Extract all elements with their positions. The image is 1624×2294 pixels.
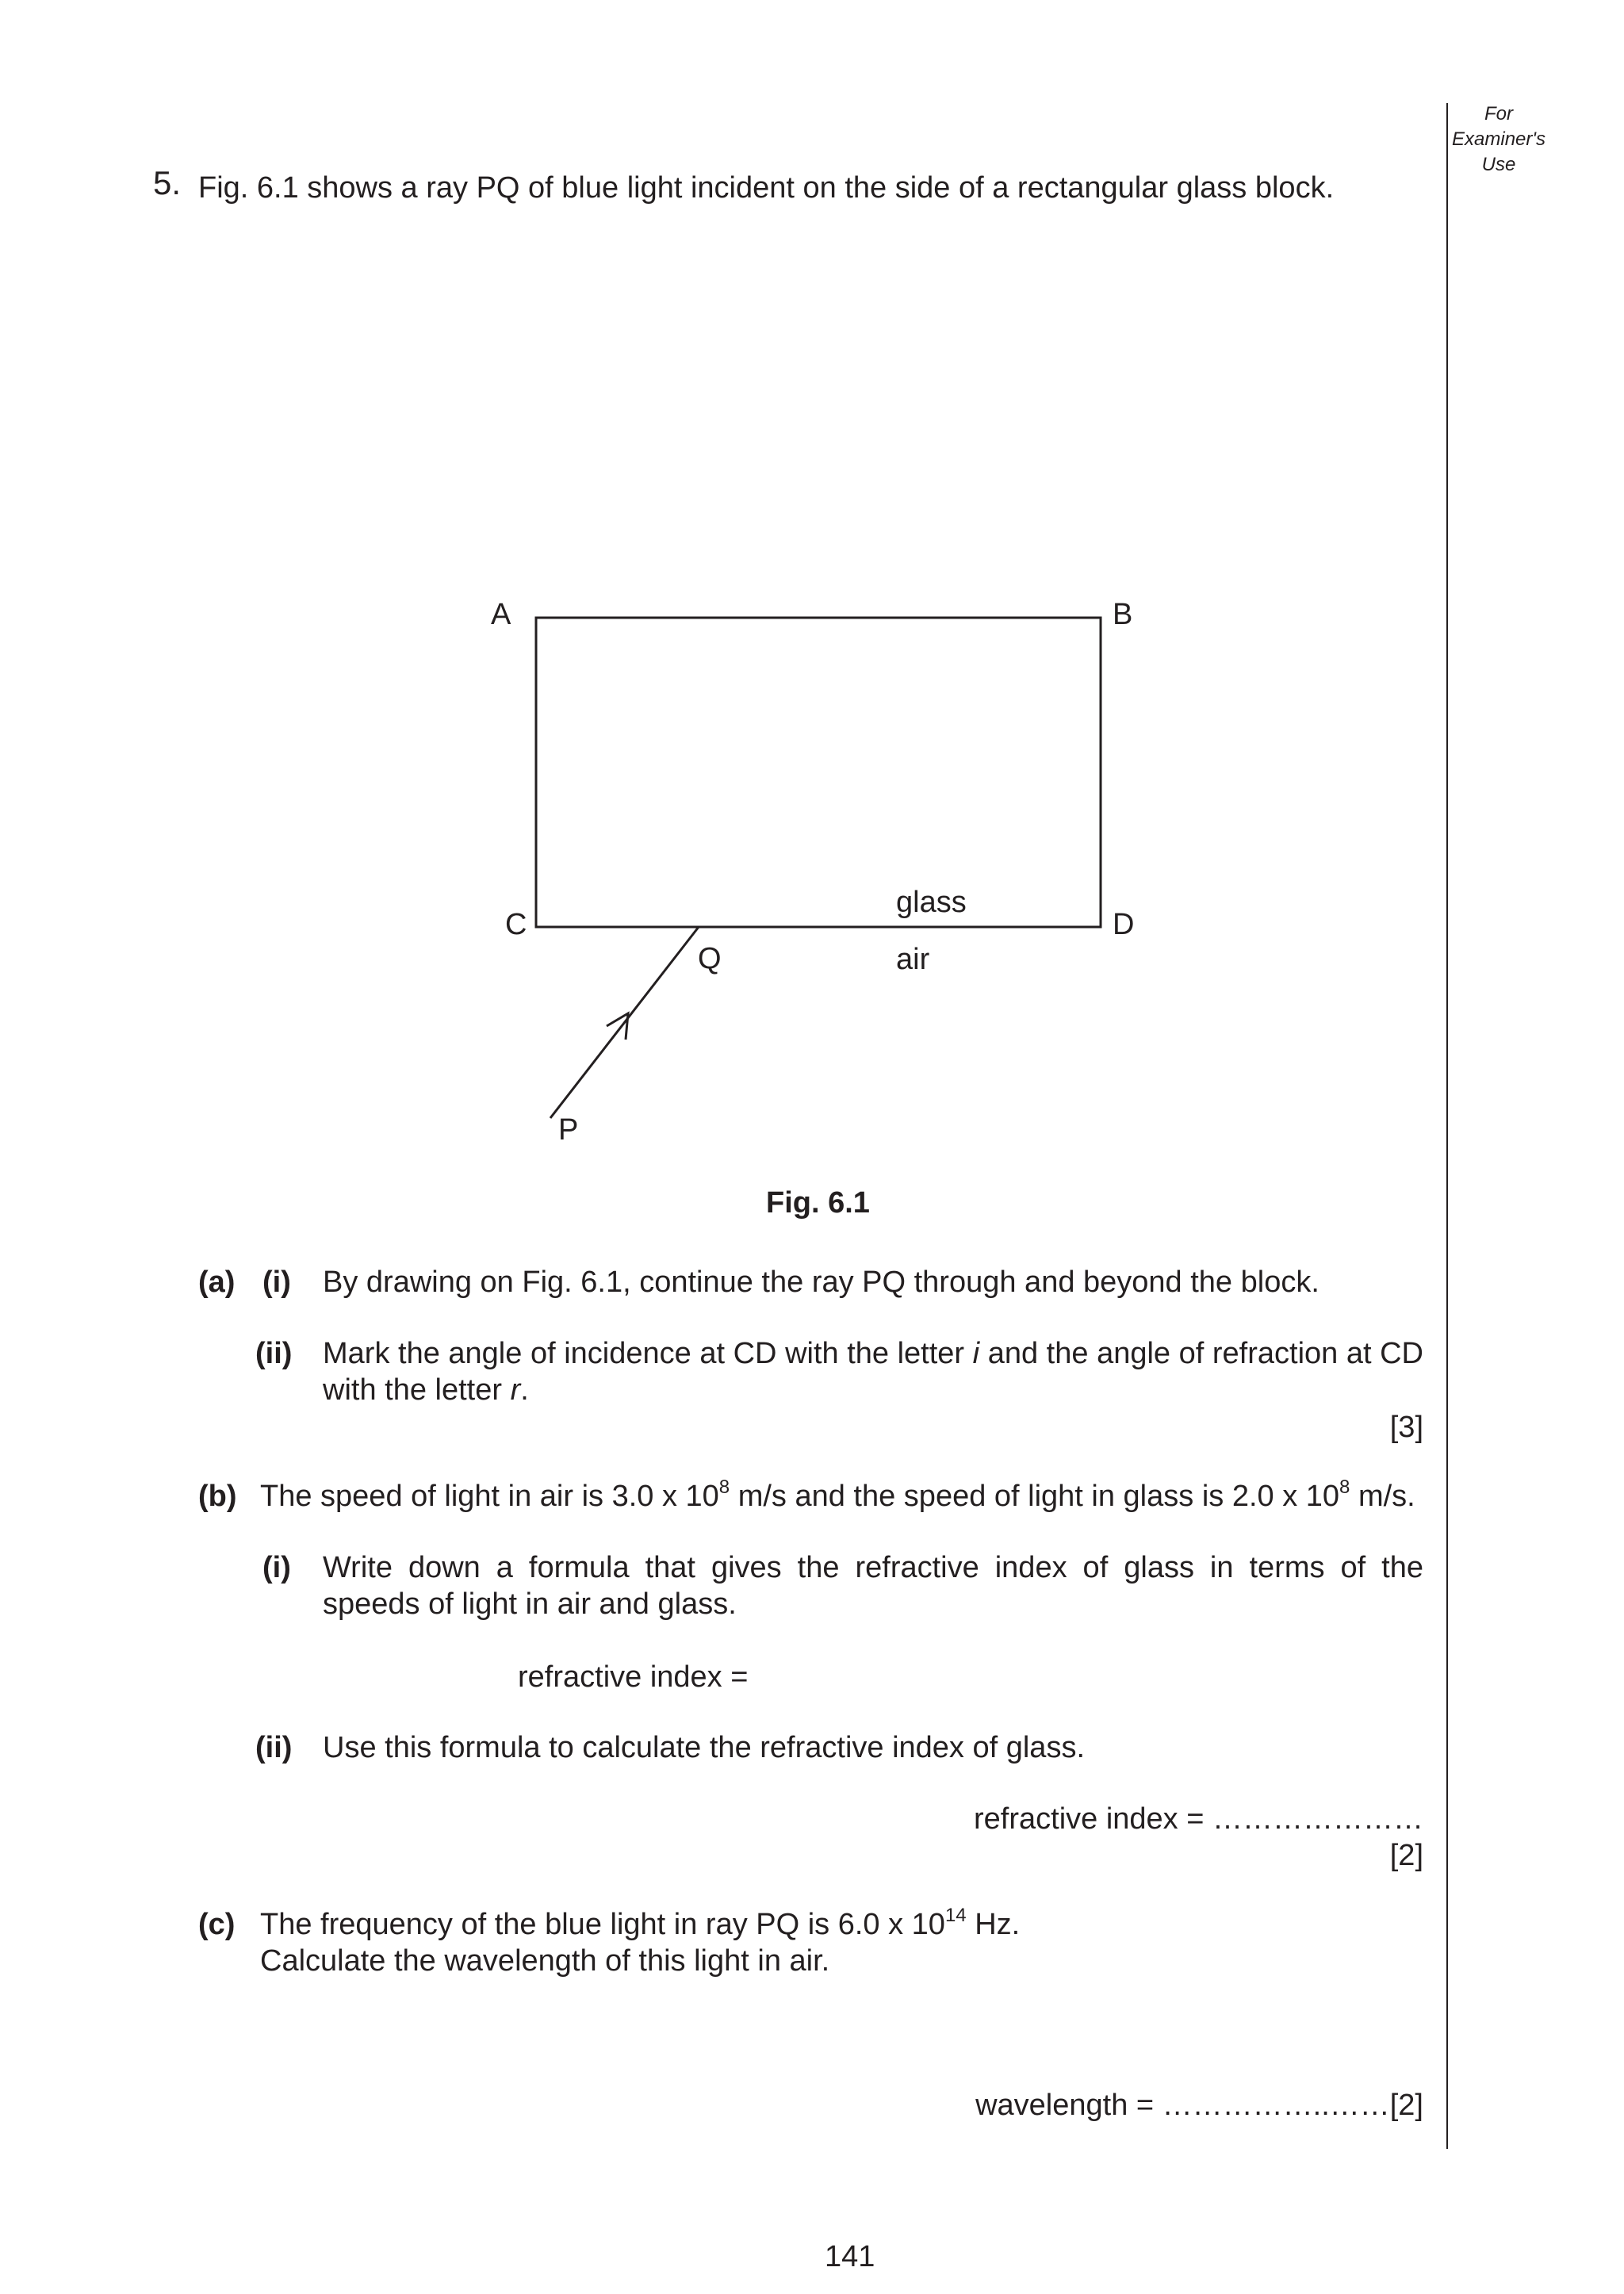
- ray-arrowhead: [607, 1013, 628, 1040]
- ray-pq: [550, 927, 699, 1118]
- examiner-use-box: For Examiner's Use: [1452, 103, 1545, 175]
- question-number: 5.: [153, 164, 182, 201]
- label-glass: glass: [896, 886, 967, 919]
- label-b: B: [1113, 598, 1133, 631]
- part-b-ii-label: (ii): [255, 1731, 293, 1764]
- part-a-i-label: (i): [262, 1266, 291, 1299]
- figure-caption: Fig. 6.1: [766, 1186, 870, 1220]
- part-b-i-line2: speeds of light in air and glass.: [323, 1587, 737, 1621]
- part-a-ii-line2: with the letter r.: [323, 1373, 529, 1407]
- part-b-ii-text: Use this formula to calculate the refractive index of glass.: [323, 1731, 1086, 1764]
- part-b-stem: The speed of light in air is 3.0 x $10^8$ m/s and the speed of light in glass is 2.0 x $10^8$ m/s.: [260, 1476, 1415, 1513]
- label-p: P: [558, 1113, 579, 1147]
- part-a-i-text: By drawing on Fig. 6.1, continue the ray PQ through and beyond the block.: [323, 1266, 1320, 1299]
- part-b-i-label: (i): [262, 1551, 291, 1584]
- label-d: D: [1113, 908, 1135, 941]
- label-c: C: [505, 908, 527, 941]
- part-a-ii-label: (ii): [255, 1337, 293, 1370]
- label-a: A: [491, 598, 511, 631]
- part-c-line1: The frequency of the blue light in ray PQ is 6.0 x $10^{14}$ Hz.: [260, 1905, 1021, 1941]
- question-intro: Fig. 6.1 shows a ray PQ of blue light incident on the side of a rectangular glass block.: [198, 171, 1335, 205]
- part-b-marks: [2]: [1389, 1839, 1423, 1872]
- part-c-line2: Calculate the wavelength of this light in air.: [260, 1944, 830, 1978]
- label-air: air: [896, 943, 930, 976]
- label-q: Q: [698, 942, 722, 975]
- glass-block: [536, 618, 1101, 927]
- part-b-label: (b): [198, 1480, 237, 1513]
- part-b-i-line1: Write down a formula that gives the refractive index of glass in terms of the: [323, 1551, 1423, 1584]
- letter-r: r: [510, 1373, 521, 1407]
- part-c-answer: wavelength = ……………..……[2]: [975, 2089, 1423, 2122]
- page-number: 141: [825, 2240, 875, 2273]
- part-a-label: (a): [198, 1266, 236, 1299]
- part-b-ii-answer: refractive index = …………………: [974, 1802, 1423, 1836]
- part-a-ii-line1: Mark the angle of incidence at CD with the letter i and the angle of refraction at CD: [323, 1337, 1424, 1370]
- part-a-marks: [3]: [1389, 1411, 1423, 1444]
- part-b-i-answer: refractive index =: [518, 1660, 749, 1694]
- part-c-label: (c): [198, 1908, 236, 1941]
- letter-i: i: [972, 1337, 980, 1370]
